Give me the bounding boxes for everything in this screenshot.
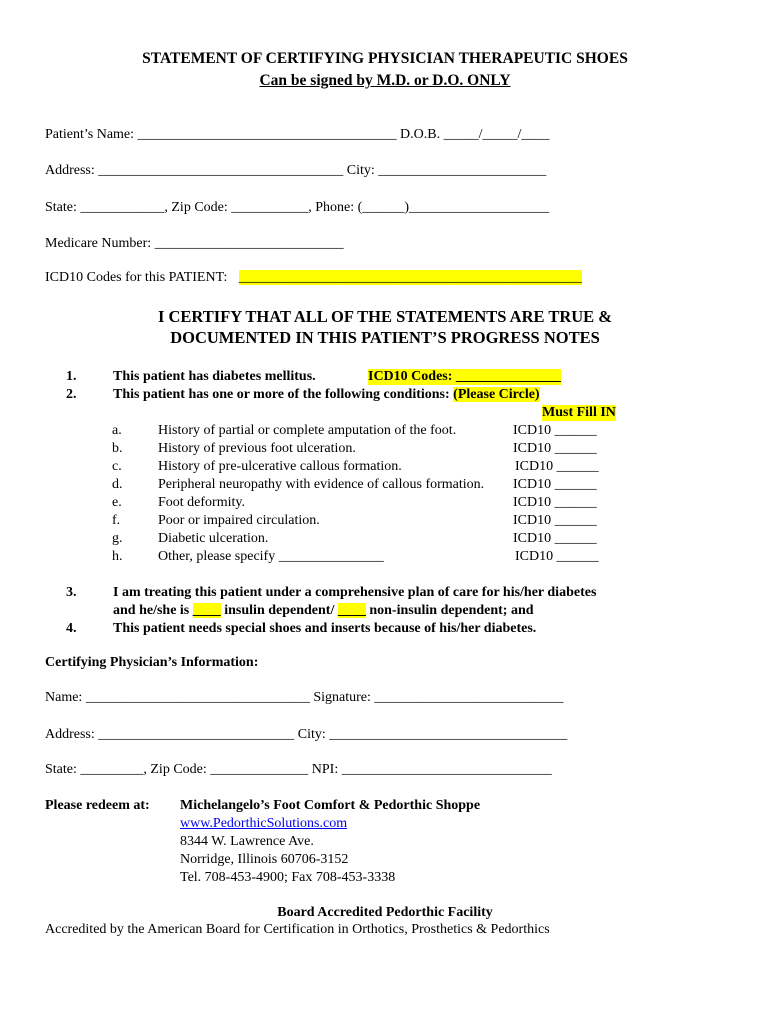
form-title: STATEMENT OF CERTIFYING PHYSICIAN THERAPEUTIC SHOES: [142, 50, 628, 67]
certify-heading-line2: DOCUMENTED IN THIS PATIENT’S PROGRESS NOTES: [170, 328, 600, 347]
medicare-number-field[interactable]: Medicare Number: ___________________________: [45, 236, 344, 251]
condition-letter: f.: [112, 513, 121, 528]
patient-icd-field[interactable]: _________________________________________________: [238, 270, 582, 285]
statement-2-text: This patient has one or more of the following conditions:: [113, 387, 450, 402]
non-insulin-dependent-blank[interactable]: ____: [337, 603, 366, 618]
insulin-dependent-blank[interactable]: ____: [192, 603, 221, 618]
condition-letter: b.: [112, 441, 123, 456]
statement-2-number: 2.: [66, 387, 77, 402]
statement-3-mid: insulin dependent/: [220, 603, 338, 618]
condition-letter: c.: [112, 459, 122, 474]
condition-letter: e.: [112, 495, 122, 510]
condition-icd-field[interactable]: ICD10 ______: [513, 495, 597, 510]
accreditation-statement: Accredited by the American Board for Certification in Orthotics, Prosthetics & Pedorthics: [45, 922, 550, 937]
statement-1-icd-field[interactable]: ICD10 Codes: _______________: [368, 369, 561, 384]
statement-2-row: [113, 387, 540, 403]
must-fill-in-note: Must Fill IN: [542, 405, 616, 420]
patient-icd-label: ICD10 Codes for this PATIENT:: [45, 270, 228, 285]
condition-icd-field[interactable]: ICD10 ______: [513, 477, 597, 492]
patient-address-field[interactable]: Address: ___________________________________ City: ________________________: [45, 163, 547, 178]
statement-3-pre: and he/she is: [113, 603, 193, 618]
physician-name-signature-field[interactable]: Name: ________________________________ Signature: ___________________________: [45, 690, 564, 705]
street-address: 8344 W. Lawrence Ave.: [180, 834, 314, 849]
business-name: Michelangelo’s Foot Comfort & Pedorthic Shoppe: [180, 798, 481, 813]
accreditation-title: Board Accredited Pedorthic Facility: [277, 905, 493, 920]
physician-heading: Certifying Physician’s Information:: [45, 655, 259, 670]
statement-3-line1: I am treating this patient under a comprehensive plan of care for his/her diabetes: [113, 585, 597, 600]
please-circle-note: (Please Circle): [453, 387, 540, 402]
condition-icd-field[interactable]: ICD10 ______: [513, 513, 597, 528]
condition-text[interactable]: History of pre-ulcerative callous formation.: [158, 459, 402, 474]
condition-letter: d.: [112, 477, 123, 492]
condition-text[interactable]: History of previous foot ulceration.: [158, 441, 356, 456]
patient-icd-row: [45, 270, 582, 286]
condition-letter: a.: [112, 423, 122, 438]
condition-letter: h.: [112, 549, 123, 564]
condition-icd-field[interactable]: ICD10 ______: [513, 531, 597, 546]
statement-4-text: This patient needs special shoes and inserts because of his/her diabetes.: [113, 621, 537, 636]
physician-state-npi-field[interactable]: State: _________, Zip Code: ______________ NPI: ______________________________: [45, 762, 552, 777]
phone-fax: Tel. 708-453-4900; Fax 708-453-3338: [180, 870, 396, 885]
condition-icd-field[interactable]: ICD10 ______: [513, 441, 597, 456]
patient-state-field[interactable]: State: ____________, Zip Code: ___________, Phone: (______)____________________: [45, 200, 549, 215]
physician-address-field[interactable]: Address: ____________________________ City: __________________________________: [45, 727, 568, 742]
statement-3-line2: [113, 603, 534, 619]
condition-text[interactable]: Peripheral neuropathy with evidence of callous formation.: [158, 477, 485, 492]
condition-text[interactable]: Other, please specify _______________: [158, 549, 384, 564]
statement-1-text: This patient has diabetes mellitus.: [113, 369, 316, 384]
certify-heading-line1: I CERTIFY THAT ALL OF THE STATEMENTS ARE TRUE &: [157, 307, 613, 326]
city-address: Norridge, Illinois 60706-3152: [180, 852, 349, 867]
redeem-label: Please redeem at:: [45, 798, 150, 813]
form-subtitle: Can be signed by M.D. or D.O. ONLY: [259, 72, 511, 89]
condition-text[interactable]: Diabetic ulceration.: [158, 531, 269, 546]
statement-3-post: non-insulin dependent; and: [365, 603, 534, 618]
condition-text[interactable]: History of partial or complete amputation of the foot.: [158, 423, 457, 438]
website-link[interactable]: www.PedorthicSolutions.com: [180, 816, 348, 831]
condition-text[interactable]: Foot deformity.: [158, 495, 245, 510]
patient-name-field[interactable]: Patient’s Name: _____________________________________ D.O.B. _____/_____/____: [45, 127, 550, 142]
condition-letter: g.: [112, 531, 123, 546]
condition-icd-field[interactable]: ICD10 ______: [515, 549, 599, 564]
statement-1-number: 1.: [66, 369, 77, 384]
condition-text[interactable]: Poor or impaired circulation.: [158, 513, 320, 528]
condition-icd-field[interactable]: ICD10 ______: [515, 459, 599, 474]
condition-icd-field[interactable]: ICD10 ______: [513, 423, 597, 438]
statement-4-number: 4.: [66, 621, 77, 636]
statement-3-number: 3.: [66, 585, 77, 600]
